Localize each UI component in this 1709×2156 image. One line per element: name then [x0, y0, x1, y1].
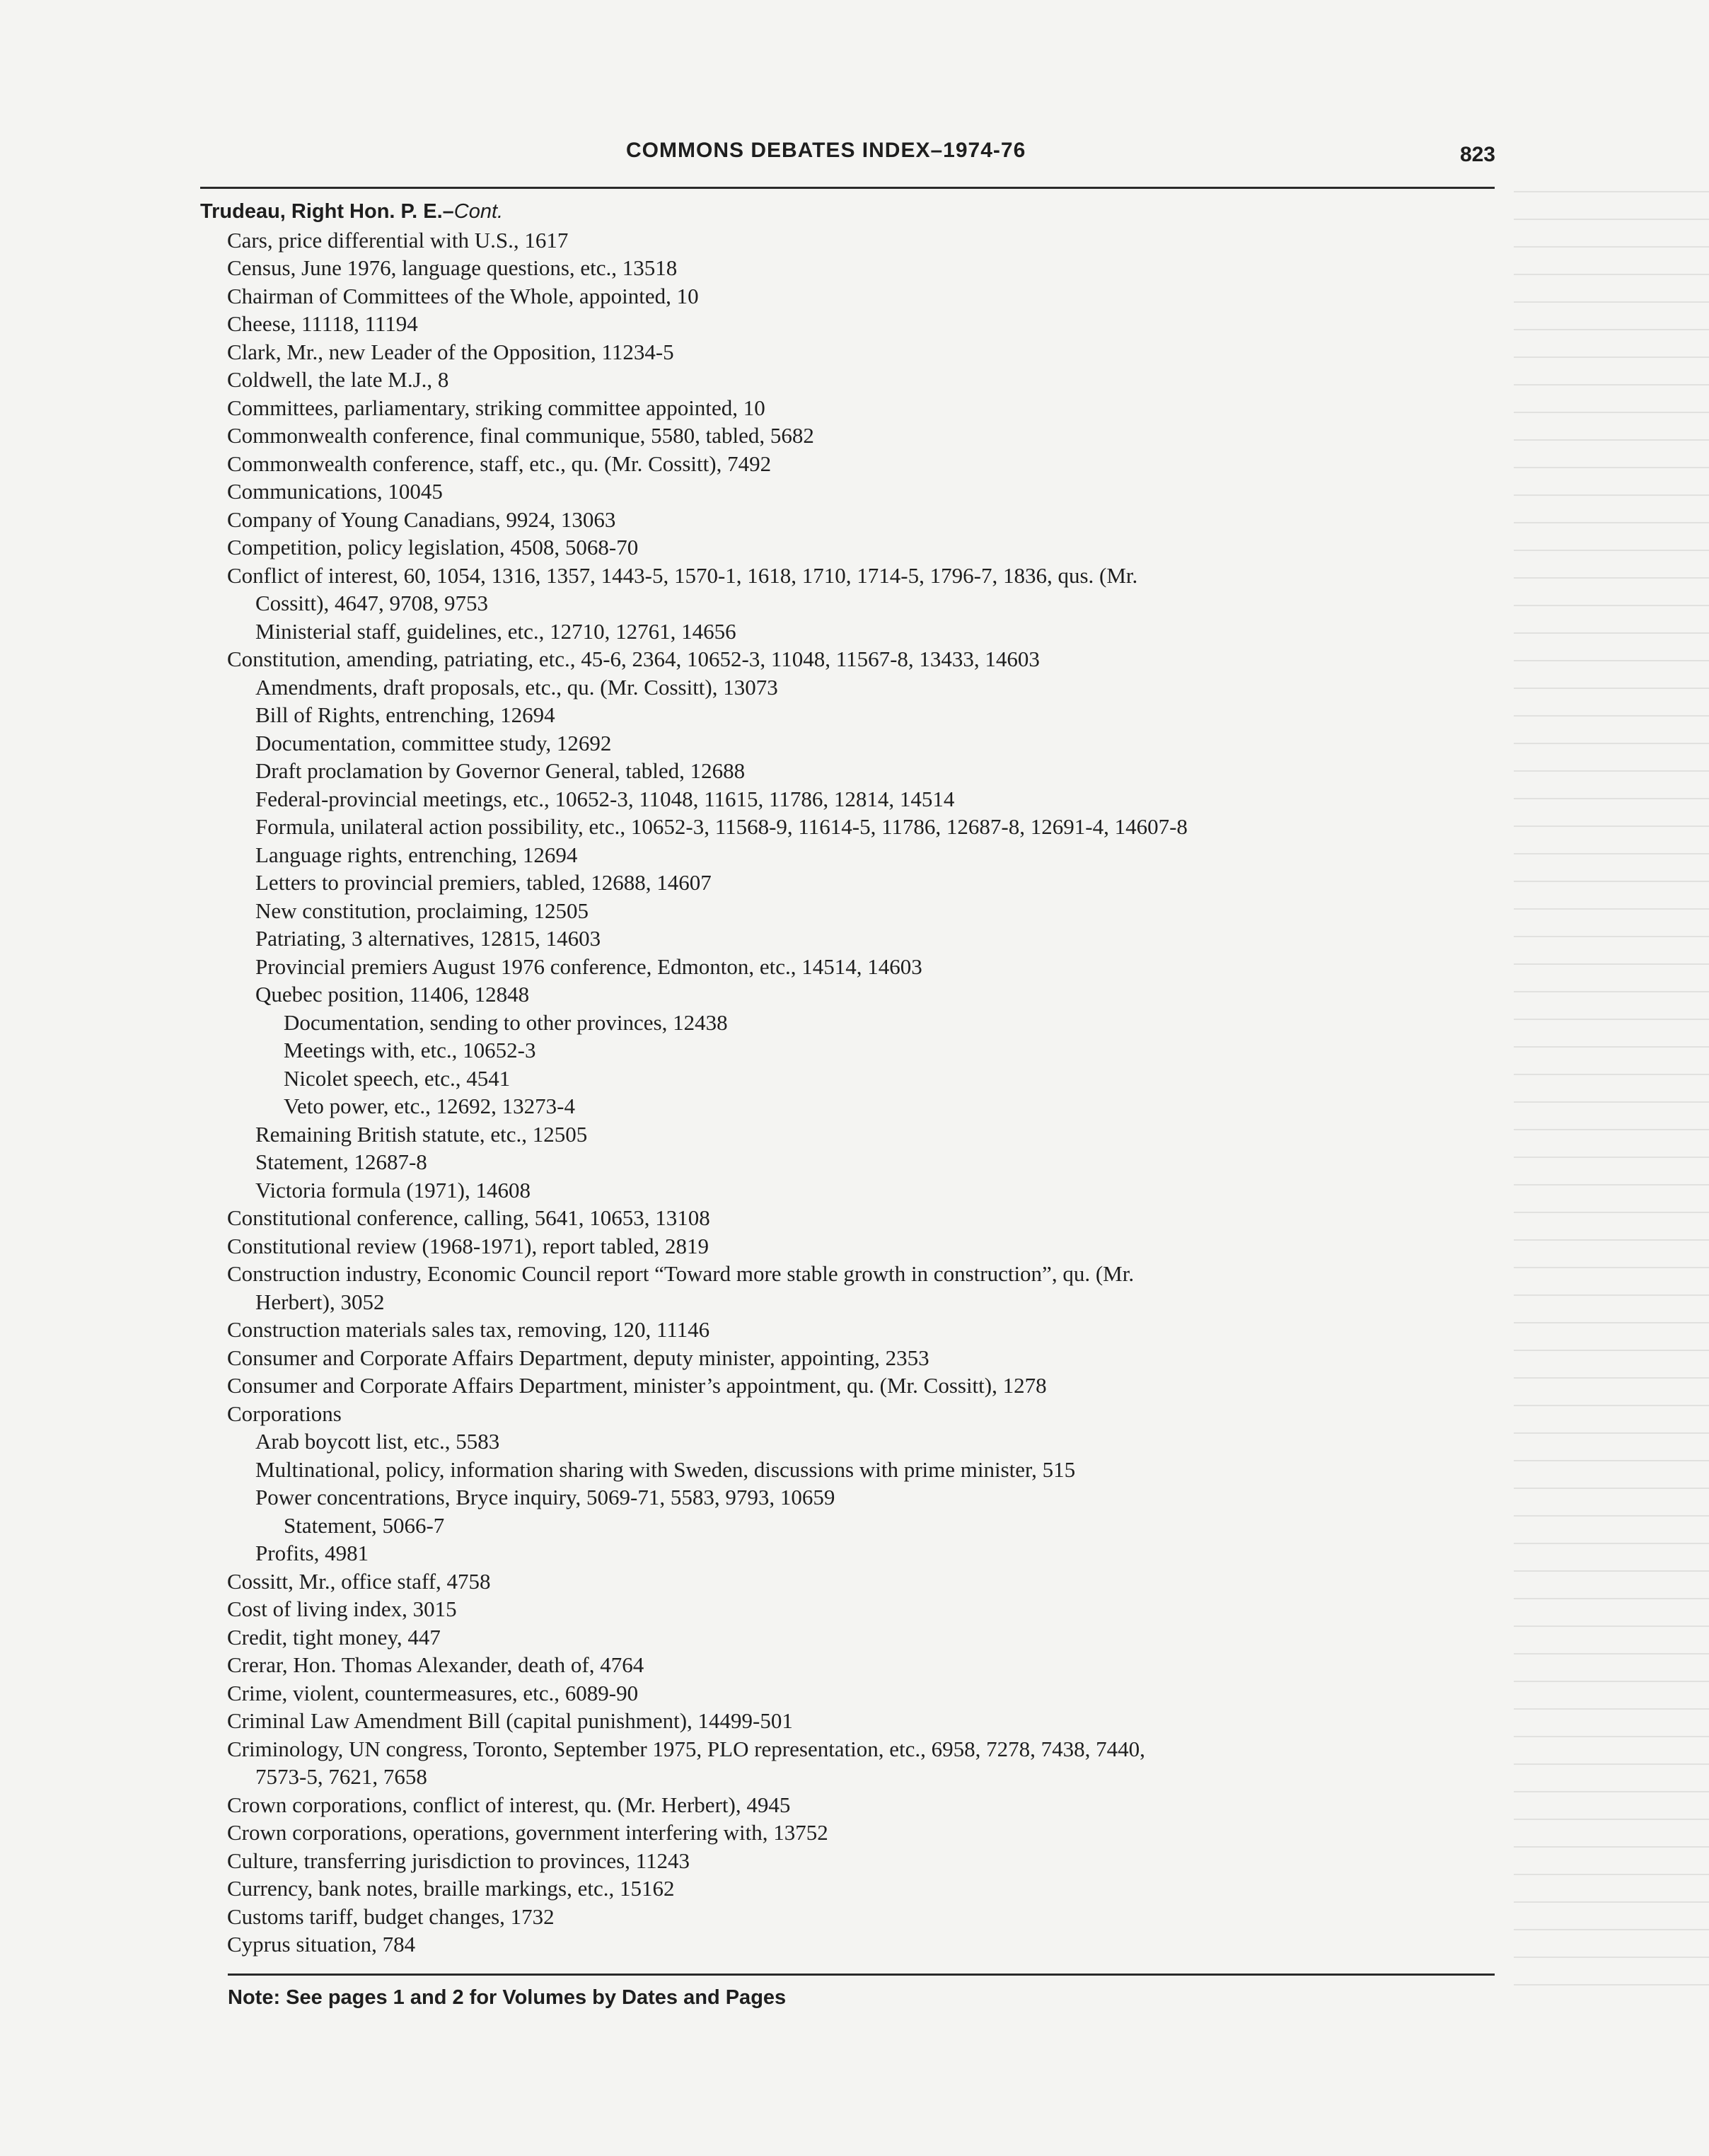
footer-rule: [228, 1974, 1495, 1976]
index-subentry: Statement, 5066-7: [284, 1512, 445, 1538]
page-number: 823: [1459, 143, 1495, 166]
index-subentry: Provincial premiers August 1976 conference, Edmonton, etc., 14514, 14603: [255, 954, 922, 979]
index-entry: Committees, parliamentary, striking committee appointed, 10: [227, 395, 765, 420]
index-entry: Conflict of interest, 60, 1054, 1316, 1357, 1443-5, 1570-1, 1618, 1710, 1714-5, 1796-7, 1836, qus. (Mr.: [227, 562, 1138, 588]
index-entry: Criminology, UN congress, Toronto, September 1975, PLO representation, etc., 6958, 7278, 7438, 7440,: [227, 1736, 1145, 1761]
header-rule: [200, 187, 1495, 189]
index-entry: Crime, violent, countermeasures, etc., 6089-90: [227, 1680, 639, 1705]
index-subentry: Meetings with, etc., 10652-3: [284, 1038, 536, 1062]
index-entry: Culture, transferring jurisdiction to provinces, 11243: [227, 1848, 690, 1873]
index-entry: Construction industry, Economic Council report “Toward more stable growth in construction”, qu. (Mr.: [227, 1261, 1135, 1286]
index-entry: Cossitt, Mr., office staff, 4758: [227, 1568, 491, 1594]
index-entry: Commonwealth conference, final communique, 5580, tabled, 5682: [227, 423, 814, 448]
index-entry: Chairman of Committees of the Whole, appointed, 10: [227, 283, 699, 308]
index-entry: Census, June 1976, language questions, etc., 13518: [227, 255, 678, 280]
footer-note: Note: See pages 1 and 2 for Volumes by Dates and Pages: [228, 1986, 787, 2009]
index-entry: Constitutional review (1968-1971), report tabled, 2819: [227, 1233, 709, 1258]
index-entry: Consumer and Corporate Affairs Department, deputy minister, appointing, 2353: [227, 1345, 929, 1370]
index-entry: Cyprus situation, 784: [227, 1932, 416, 1957]
index-entry: Competition, policy legislation, 4508, 5068-70: [227, 535, 639, 560]
index-entry: Company of Young Canadians, 9924, 13063: [227, 506, 616, 532]
index-subentry: Nicolet speech, etc., 4541: [284, 1065, 511, 1091]
index-subentry: New constitution, proclaiming, 12505: [255, 898, 589, 923]
bleed-through-shadow: [1514, 191, 1709, 2002]
index-subentry: Letters to provincial premiers, tabled, 12688, 14607: [255, 870, 712, 895]
index-entry: Crown corporations, conflict of interest, qu. (Mr. Herbert), 4945: [227, 1792, 791, 1817]
index-subentry: Quebec position, 11406, 12848: [255, 982, 530, 1007]
index-subentry: Federal-provincial meetings, etc., 10652-3, 11048, 11615, 11786, 12814, 14514: [255, 786, 955, 811]
index-entry: Cost of living index, 3015: [227, 1596, 457, 1621]
index-entry: Corporations: [227, 1401, 342, 1426]
index-subentry: Arab boycott list, etc., 5583: [255, 1429, 500, 1454]
index-entry-continuation: Herbert), 3052: [255, 1289, 385, 1314]
index-entry: Credit, tight money, 447: [227, 1624, 441, 1650]
index-subentry: Veto power, etc., 12692, 13273-4: [284, 1094, 576, 1118]
index-entry: Cars, price differential with U.S., 1617: [227, 227, 569, 253]
index-subentry: Ministerial staff, guidelines, etc., 12710, 12761, 14656: [255, 618, 736, 644]
index-subentry: Language rights, entrenching, 12694: [255, 842, 578, 867]
index-entry: Coldwell, the late M.J., 8: [227, 367, 449, 392]
index-subentry: Bill of Rights, entrenching, 12694: [255, 702, 555, 727]
page-title: COMMONS DEBATES INDEX–1974-76: [626, 139, 1026, 162]
index-entry: Consumer and Corporate Affairs Department, minister’s appointment, qu. (Mr. Cossitt), 1278: [227, 1373, 1047, 1398]
index-entry: Cheese, 11118, 11194: [227, 311, 418, 336]
index-entry: Crerar, Hon. Thomas Alexander, death of, 4764: [227, 1652, 644, 1677]
index-subentry: Patriating, 3 alternatives, 12815, 14603: [255, 926, 601, 951]
index-entry: Currency, bank notes, braille markings, etc., 15162: [227, 1876, 675, 1901]
index-entry: Customs tariff, budget changes, 1732: [227, 1903, 555, 1929]
index-subentry: Profits, 4981: [255, 1541, 369, 1565]
index-subentry: Documentation, sending to other provinces, 12438: [284, 1009, 728, 1035]
index-entry: Communications, 10045: [227, 479, 443, 504]
index-subentry: Amendments, draft proposals, etc., qu. (Mr. Cossitt), 13073: [255, 674, 778, 700]
index-heading: [200, 198, 1502, 226]
index-entry: Crown corporations, operations, government interfering with, 13752: [227, 1820, 828, 1845]
index-entry-continuation: 7573-5, 7621, 7658: [255, 1764, 427, 1789]
index-subentry: Draft proclamation by Governor General, tabled, 12688: [255, 758, 746, 783]
index-subentry: Statement, 12687-8: [255, 1149, 427, 1174]
index-entry: Clark, Mr., new Leader of the Opposition, 11234-5: [227, 339, 674, 364]
index-entry: Constitution, amending, patriating, etc., 45-6, 2364, 10652-3, 11048, 11567-8, 13433, 14603: [227, 647, 1040, 671]
index-subentry: Power concentrations, Bryce inquiry, 5069-71, 5583, 9793, 10659: [255, 1485, 835, 1509]
index-subentry: Victoria formula (1971), 14608: [255, 1177, 531, 1202]
index-entry: Commonwealth conference, staff, etc., qu. (Mr. Cossitt), 7492: [227, 451, 772, 476]
index-entry: Construction materials sales tax, removing, 120, 11146: [227, 1317, 710, 1342]
index-subentry: Remaining British statute, etc., 12505: [255, 1121, 588, 1147]
index-entry-continuation: Cossitt), 4647, 9708, 9753: [255, 591, 488, 615]
index-entries: [200, 198, 1502, 1959]
index-entry: Criminal Law Amendment Bill (capital punishment), 14499-501: [227, 1708, 793, 1733]
index-entry: Constitutional conference, calling, 5641, 10653, 13108: [227, 1205, 710, 1230]
index-subentry: Formula, unilateral action possibility, etc., 10652-3, 11568-9, 11614-5, 11786, 12687-8, 12691-4, 14607-8: [255, 814, 1188, 839]
entry-list: [200, 226, 1502, 1959]
index-subentry: Multinational, policy, information sharing with Sweden, discussions with prime minister, 515: [255, 1456, 1076, 1482]
heading-cont: Cont.: [453, 200, 504, 223]
heading-name: Trudeau, Right Hon. P. E.–: [200, 200, 454, 223]
index-subentry: Documentation, committee study, 12692: [255, 730, 612, 755]
